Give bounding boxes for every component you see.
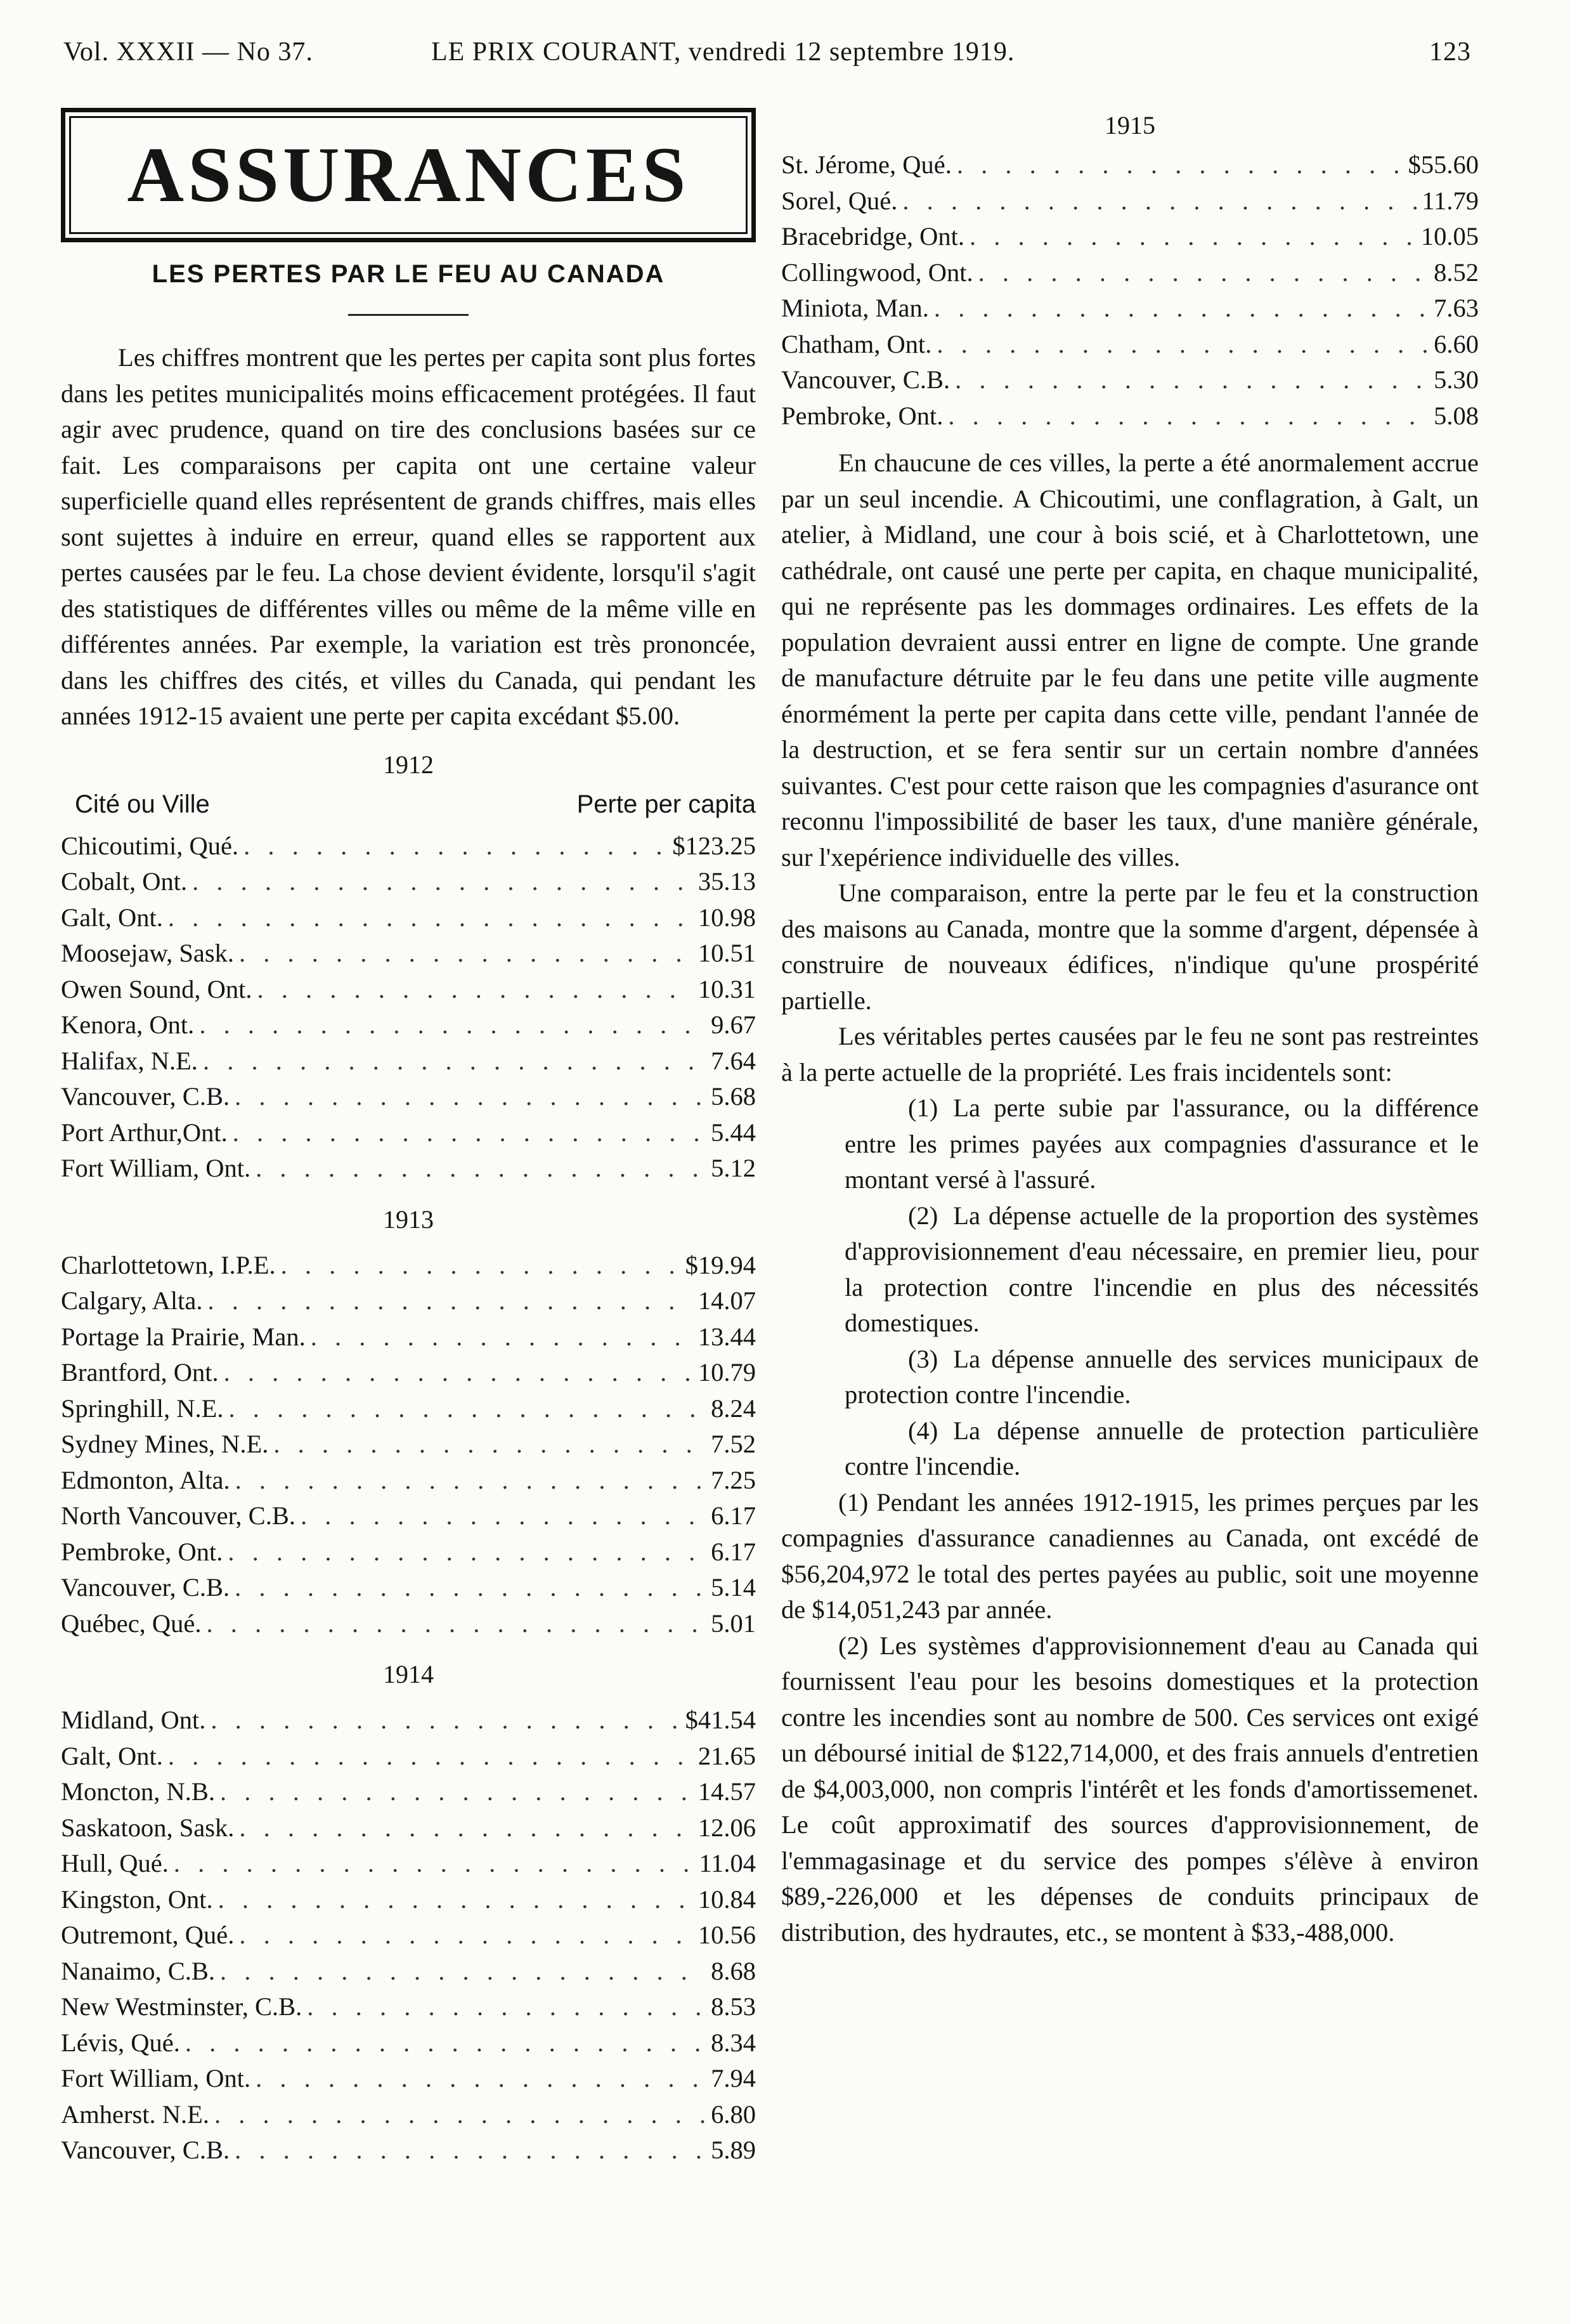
dot-leader <box>229 1391 706 1427</box>
table-row <box>61 1917 756 1954</box>
city-name: Brantford, Ont. <box>61 1358 219 1387</box>
dot-leader <box>978 255 1429 291</box>
dot-leader <box>192 864 693 900</box>
dot-leader <box>239 1917 693 1954</box>
intro-paragraph: Les chiffres montrent que les pertes per capita sont plus fortes dans les petites municipalités moins efficacement protégées. Il faut agir avec prudence, quand on tire des conclusions basées sur ce fait. Les comparaisons per capita ont une certaine valeur superficielle quand elles représentent de grands chiffres, mais elles sont sujettes à induire en erreur, quand elles se rapportent aux pertes causées par le feu. La chose devient évidente, lorsqu'il s'agit des statistiques de différentes villes ou même de la même ville en différentes années. Par exemple, la variation est très prononcée, dans les chiffres des cités, et villes du Canada, qui pendant les années 1912-15 avaient une perte per capita excédant $5.00. <box>61 343 756 730</box>
table-row <box>781 183 1479 219</box>
city-name: Portage la Prairie, Man. <box>61 1322 306 1351</box>
table-row <box>61 1534 756 1570</box>
loss-per-capita: 10.31 <box>697 974 756 1003</box>
section-banner <box>61 108 756 242</box>
table-row <box>61 1355 756 1391</box>
dot-leader <box>228 1534 706 1570</box>
table-row <box>61 1151 756 1187</box>
city-name: Cobalt, Ont. <box>61 867 188 896</box>
loss-per-capita: 12.06 <box>697 1813 756 1842</box>
page-number: 123 <box>1429 37 1471 67</box>
city-name: Kingston, Ont. <box>61 1884 213 1914</box>
loss-per-capita: 14.07 <box>697 1286 756 1315</box>
dot-leader <box>239 1810 693 1846</box>
table-row <box>61 1079 756 1115</box>
city-name: Hull, Qué. <box>61 1849 169 1877</box>
table-row <box>61 1810 756 1846</box>
dot-leader <box>218 1882 693 1918</box>
list-item-4 <box>781 1413 1479 1485</box>
dot-leader <box>224 1355 693 1391</box>
list-item-2-number: (2) <box>908 1201 938 1230</box>
table-row <box>61 1774 756 1810</box>
city-name: Bracebridge, Ont. <box>781 222 965 251</box>
table-row <box>61 1248 756 1284</box>
table-row <box>61 1739 756 1775</box>
city-name: Springhill, N.E. <box>61 1394 224 1423</box>
volume-number: Vol. XXXII — No 37. <box>63 37 313 67</box>
list-item-3-text: La dépense annuelle des services municipaux de protection contre l'incendie. <box>845 1344 1479 1409</box>
table-row <box>61 1846 756 1882</box>
city-name: Calgary, Alta. <box>61 1286 203 1315</box>
dot-leader <box>220 1774 693 1810</box>
list-item-4-text: La dépense annuelle de protection particulière contre l'incendie. <box>845 1416 1479 1480</box>
loss-per-capita: 10.79 <box>697 1358 756 1387</box>
dot-leader <box>934 290 1429 327</box>
table-row <box>781 255 1479 291</box>
dot-leader <box>281 1248 680 1284</box>
loss-per-capita: 8.68 <box>711 1956 756 1985</box>
list-item-3-number: (3) <box>908 1344 938 1373</box>
loss-per-capita: 10.56 <box>697 1921 756 1949</box>
city-name: Pembroke, Ont. <box>781 401 944 430</box>
body-paragraph-4: (1) Pendant les années 1912-1915, les primes perçues par les compagnies d'assurance canadiennes au Canada, ont excédé de $56,204,972 le total des pertes payées au public, soit une moyenne de $14,051,243 par année. <box>781 1487 1479 1624</box>
year-heading-1915: 1915 <box>1105 111 1155 140</box>
table-row <box>61 2025 756 2061</box>
table-row <box>61 1606 756 1642</box>
column-header-city: Cité ou Ville <box>75 790 210 818</box>
loss-per-capita: 9.67 <box>711 1010 756 1039</box>
dot-leader <box>235 1079 706 1115</box>
dot-leader <box>256 2061 706 2097</box>
dot-leader <box>233 1115 706 1151</box>
dot-leader <box>199 1007 706 1043</box>
table-row <box>61 900 756 936</box>
city-name: Vancouver, C.B. <box>61 1082 230 1111</box>
dot-leader <box>301 1498 706 1534</box>
table-row <box>781 327 1479 363</box>
loss-per-capita: 5.30 <box>1434 365 1479 394</box>
table-row <box>781 362 1479 398</box>
city-name: Outremont, Qué. <box>61 1921 235 1949</box>
table-row <box>61 1391 756 1427</box>
dot-leader <box>957 147 1403 183</box>
city-name: Pembroke, Ont. <box>61 1537 223 1566</box>
list-item-3 <box>781 1342 1479 1413</box>
table-row <box>61 1043 756 1080</box>
column-header-loss: Perte per capita <box>576 790 756 818</box>
loss-per-capita: 10.98 <box>697 903 756 932</box>
loss-per-capita: 8.34 <box>711 2028 756 2057</box>
table-row <box>61 2061 756 2097</box>
city-name: Chatham, Ont. <box>781 329 932 358</box>
table-row <box>61 1954 756 1990</box>
dot-leader <box>256 1151 706 1187</box>
table-header <box>61 787 756 828</box>
loss-per-capita: 6.80 <box>711 2099 756 2129</box>
body-paragraph-2: Une comparaison, entre la perte par le feu et la construction des maisons au Canada, montre que la somme d'argent, dépensée à construire de nouveaux édifices, n'indique qu'une prospérité partielle. <box>781 878 1479 1015</box>
dot-leader <box>185 2025 706 2061</box>
right-column <box>781 108 1479 1950</box>
body-paragraph-1: En chaucune de ces villes, la perte a été anormalement accrue par un seul incendie. A Chicoutimi, une conflagration, à Galt, un atelier, à Midland, une cour à bois scié, et à Charlottetown, une cathédrale, ont causé une perte per capita, en chaque municipalité, qui ne représente pas les dommages ordinaires. Les effets de la population devraient aussi entrer en ligne de compte. Une grande de manufacture détruite par le feu dans une petite ville augmente énormément la perte per capita dans cette ville, pendant l'année de la destruction, et se fera sentir sur un certain nombre d'années suivantes. C'est pour cette raison que les compagnies d'asurance ont reconnu l'impossibilité de baser les taux, d'une manière générale, sur l'xepérience individuelle des villes. <box>781 448 1479 872</box>
list-item-1 <box>781 1090 1479 1198</box>
city-name: Moncton, N.B. <box>61 1777 215 1806</box>
table-row <box>61 1426 756 1463</box>
city-name: Kenora, Ont. <box>61 1010 195 1039</box>
loss-per-capita: 5.68 <box>711 1082 756 1111</box>
city-name: Amherst. N.E. <box>61 2099 209 2129</box>
year-heading-1912: 1912 <box>383 750 434 779</box>
dot-leader <box>273 1426 706 1463</box>
loss-per-capita: 10.05 <box>1420 222 1479 251</box>
table-row <box>61 1319 756 1355</box>
table-row <box>61 1007 756 1043</box>
city-name: Galt, Ont. <box>61 903 163 932</box>
dot-leader <box>168 1739 693 1775</box>
body-paragraph-3: Les véritables pertes causées par le feu ne sont pas restreintes à la perte actuelle de la propriété. Les frais incidentels sont: <box>781 1022 1479 1087</box>
city-name: Sorel, Qué. <box>781 186 898 215</box>
loss-per-capita: 10.51 <box>697 939 756 967</box>
loss-per-capita: $19.94 <box>685 1250 756 1279</box>
loss-per-capita: 5.14 <box>711 1573 756 1602</box>
city-name: Midland, Ont. <box>61 1706 206 1734</box>
loss-per-capita: 5.08 <box>1434 401 1479 430</box>
loss-per-capita: 7.25 <box>711 1465 756 1494</box>
dot-leader <box>207 1283 692 1319</box>
list-item-4-number: (4) <box>908 1416 938 1445</box>
city-name: Lévis, Qué. <box>61 2028 180 2057</box>
body-paragraph-5: (2) Les systèmes d'approvisionnement d'eau au Canada qui fournissent l'eau pour les besoins domestiques et la protection contre les incendies sont au nombre de 500. Ces services ont exigé un déboursé initial de $122,714,000, et des frais annuels d'entretien de $4,003,000, non compris l'intérêt et les fonds d'amortissemenet. Le coût approximatif des sources d'approvisionnement, de l'emmagasinage et du service des pompes s'élève à environ $89,-226,000 et les dépenses de conduits principaux de distribution, des hydrautes, etc., se montent à $33,-488,000. <box>781 1631 1479 1947</box>
table-row <box>61 2097 756 2133</box>
list-item-2 <box>781 1198 1479 1342</box>
dot-leader <box>948 398 1429 434</box>
table-row <box>61 1882 756 1918</box>
section-title: ASSURANCES <box>69 116 748 234</box>
table-row <box>781 147 1479 183</box>
city-name: Vancouver, C.B. <box>61 1573 230 1602</box>
dot-leader <box>307 1989 706 2025</box>
article-title: LES PERTES PAR LE FEU AU CANADA <box>152 260 665 288</box>
dot-leader <box>243 828 667 865</box>
dot-leader <box>168 900 693 936</box>
table-row <box>61 2132 756 2169</box>
loss-per-capita: 11.04 <box>699 1849 756 1877</box>
loss-per-capita: $55.60 <box>1408 150 1479 179</box>
page-header <box>63 37 1471 75</box>
loss-per-capita: 7.94 <box>711 2064 756 2092</box>
table-row <box>61 828 756 865</box>
left-column <box>61 108 756 2169</box>
dot-leader <box>937 327 1429 363</box>
loss-table-1913 <box>61 1248 756 1642</box>
publication-title-date: LE PRIX COURANT, vendredi 12 septembre 1919. <box>431 37 1015 67</box>
city-name: Owen Sound, Ont. <box>61 974 252 1003</box>
title-divider <box>348 314 469 316</box>
loss-per-capita: $41.54 <box>685 1706 756 1734</box>
table-row <box>61 1283 756 1319</box>
loss-table-1914 <box>61 1702 756 2169</box>
loss-per-capita: 21.65 <box>697 1741 756 1770</box>
city-name: Miniota, Man. <box>781 294 929 322</box>
dot-leader <box>235 1570 706 1606</box>
loss-per-capita: 5.44 <box>711 1118 756 1147</box>
city-name: Vancouver, C.B. <box>61 2136 230 2164</box>
loss-per-capita: 7.64 <box>711 1046 756 1075</box>
loss-table-1912 <box>61 828 756 1187</box>
table-row <box>61 936 756 972</box>
list-item-1-number: (1) <box>908 1093 938 1122</box>
city-name: Fort William, Ont. <box>61 1154 251 1182</box>
loss-per-capita: 11.79 <box>1422 186 1479 215</box>
dot-leader <box>214 2097 706 2133</box>
dot-leader <box>211 1702 680 1739</box>
loss-per-capita: 8.53 <box>711 1992 756 2021</box>
table-row <box>781 398 1479 434</box>
loss-per-capita: 35.13 <box>697 867 756 896</box>
dot-leader <box>955 362 1429 398</box>
dot-leader <box>235 2132 706 2169</box>
loss-per-capita: 5.89 <box>711 2136 756 2164</box>
table-row <box>61 1463 756 1499</box>
table-row <box>61 1570 756 1606</box>
city-name: Chicoutimi, Qué. <box>61 831 239 860</box>
loss-per-capita: 6.60 <box>1434 329 1479 358</box>
list-item-1-text: La perte subie par l'assurance, ou la différence entre les primes payées aux compagnies d'assurance et le montant versé à l'assuré. <box>845 1093 1479 1194</box>
dot-leader <box>203 1043 706 1080</box>
city-name: Collingwood, Ont. <box>781 258 973 287</box>
loss-per-capita: 8.52 <box>1434 258 1479 287</box>
city-name: North Vancouver, C.B. <box>61 1501 295 1530</box>
city-name: Halifax, N.E. <box>61 1046 198 1075</box>
loss-per-capita: 8.24 <box>711 1394 756 1423</box>
dot-leader <box>970 219 1416 255</box>
table-row <box>61 972 756 1008</box>
city-name: Nanaimo, C.B. <box>61 1956 215 1985</box>
table-row <box>781 219 1479 255</box>
city-name: Saskatoon, Sask. <box>61 1813 235 1842</box>
dot-leader <box>239 936 693 972</box>
loss-per-capita: 5.12 <box>711 1154 756 1182</box>
dot-leader <box>257 972 693 1008</box>
city-name: Edmonton, Alta. <box>61 1465 230 1494</box>
dot-leader <box>902 183 1417 219</box>
table-row <box>61 1989 756 2025</box>
dot-leader <box>235 1463 706 1499</box>
city-name: St. Jérome, Qué. <box>781 150 952 179</box>
loss-per-capita: 7.63 <box>1434 294 1479 322</box>
loss-per-capita: 7.52 <box>711 1430 756 1458</box>
year-heading-1914: 1914 <box>383 1660 434 1688</box>
city-name: Vancouver, C.B. <box>781 365 950 394</box>
loss-table-1915 <box>781 147 1479 434</box>
table-row <box>781 290 1479 327</box>
city-name: Fort William, Ont. <box>61 2064 251 2092</box>
table-row <box>61 1115 756 1151</box>
city-name: Port Arthur,Ont. <box>61 1118 228 1147</box>
dot-leader <box>311 1319 693 1355</box>
city-name: Charlottetown, I.P.E. <box>61 1250 276 1279</box>
table-row <box>61 864 756 900</box>
city-name: Québec, Qué. <box>61 1609 202 1638</box>
loss-per-capita: 6.17 <box>711 1501 756 1530</box>
city-name: Moosejaw, Sask. <box>61 939 234 967</box>
loss-per-capita: $123.25 <box>672 831 756 860</box>
loss-per-capita: 13.44 <box>697 1322 756 1351</box>
dot-leader <box>220 1954 706 1990</box>
loss-per-capita: 14.57 <box>697 1777 756 1806</box>
year-heading-1913: 1913 <box>383 1204 434 1234</box>
loss-per-capita: 6.17 <box>711 1537 756 1566</box>
city-name: Galt, Ont. <box>61 1741 163 1770</box>
table-row <box>61 1498 756 1534</box>
city-name: Sydney Mines, N.E. <box>61 1430 269 1458</box>
list-item-2-text: La dépense actuelle de la proportion des systèmes d'approvisionnement d'eau nécessaire, en premier lieu, pour la protection contre l'incendie en plus des nécessités domestiques. <box>845 1201 1479 1337</box>
city-name: New Westminster, C.B. <box>61 1992 302 2021</box>
loss-per-capita: 5.01 <box>711 1609 756 1638</box>
loss-per-capita: 10.84 <box>697 1884 756 1914</box>
dot-leader <box>207 1606 706 1642</box>
table-row <box>61 1702 756 1739</box>
dot-leader <box>174 1846 694 1882</box>
